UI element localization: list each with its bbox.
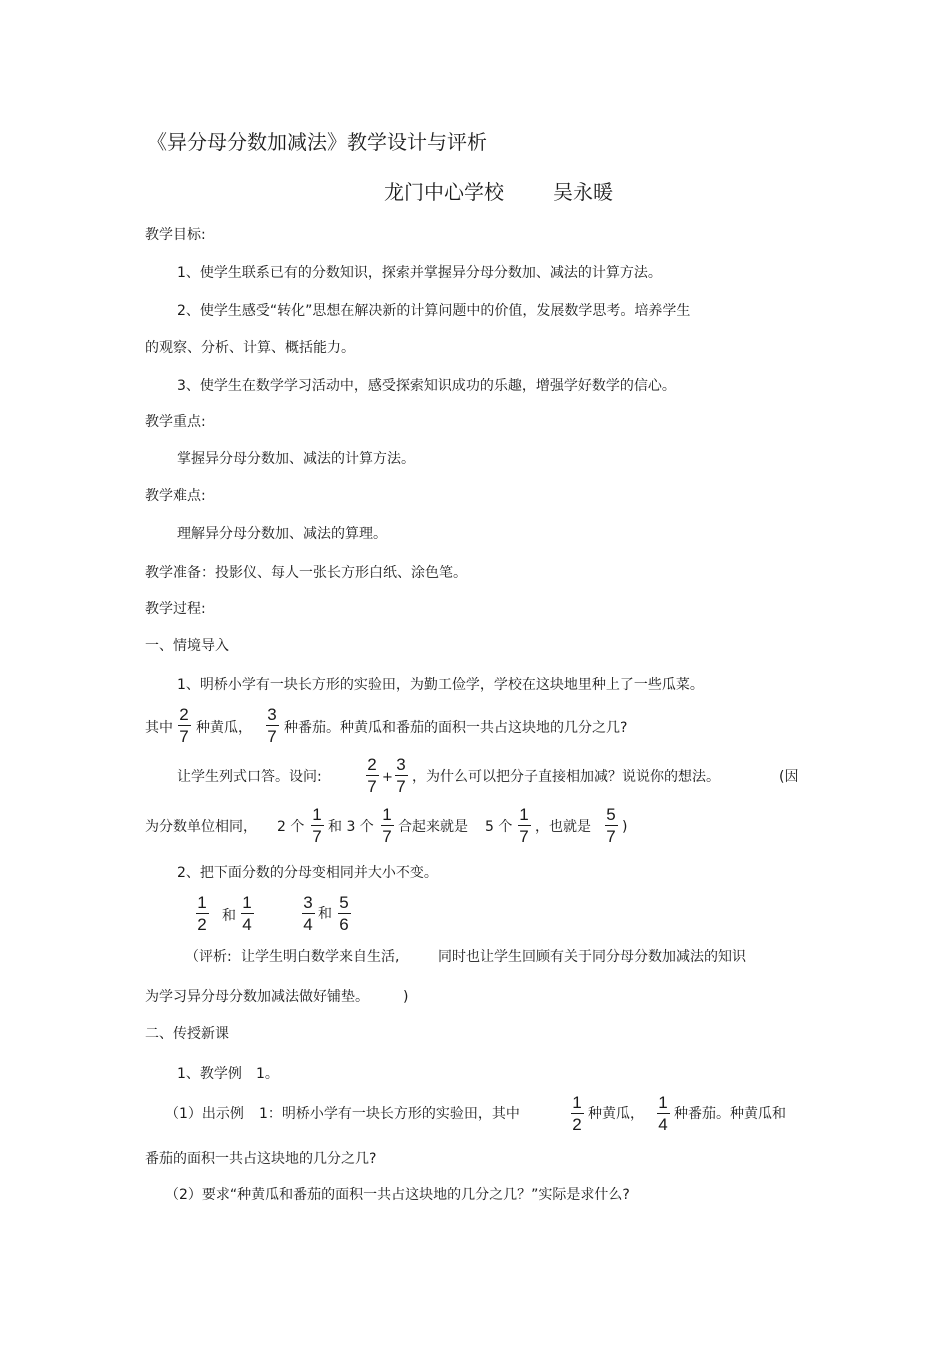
sub-1-a: 1、教学例 [177,1066,242,1082]
ask-rest: ，为什么可以把分子直接相加减？说说你的想法。 [412,769,720,785]
ask-prefix: 让学生列式口答。设问: [177,769,322,785]
preparation-text: 教学准备：投影仪、每人一张长方形白纸、涂色笔。 [145,565,467,581]
fraction-numerator: 2 [367,755,377,774]
section-1-heading: 一、情境导入 [145,638,229,654]
explanation-b: 2 个 [277,819,305,835]
explanation-g: ) [622,819,628,835]
fraction-1-4 [656,1094,670,1134]
fraction-numerator: 1 [197,893,207,912]
objective-2-line-2: 的观察、分析、计算、概括能力。 [145,340,355,356]
fraction-numerator: 5 [606,805,616,824]
fraction-denominator: 7 [312,827,322,846]
fraction-3-7 [265,706,279,746]
question-rest: 种番茄。种黄瓜和番茄的面积一共占这块地的几分之几? [284,720,628,736]
fraction-denominator: 4 [242,915,252,934]
fraction-2-7 [177,706,191,746]
fraction-denominator: 4 [303,915,313,934]
comment-d: 为学习异分母分数加减法做好铺垫。 [145,989,369,1005]
example-e: 番茄的面积一共占这块地的几分之几? [145,1151,377,1167]
fraction-numerator: 3 [303,893,313,912]
comment-c: 同时也让学生回顾有关于同分母分数加减法的知识 [438,949,746,965]
fraction-1-7 [380,806,394,846]
fraction-denominator: 4 [658,1115,668,1134]
ask-paren: (因 [779,769,799,785]
fraction-1-4 [240,894,254,934]
comment-a: （评析: [185,949,232,965]
fraction-denominator: 6 [339,915,349,934]
pair-2-and: 和 [318,906,332,922]
fraction-numerator: 5 [339,893,349,912]
fraction-numerator: 3 [267,705,277,724]
key-point-text: 掌握异分母分数加、减法的计算方法。 [177,451,415,467]
comment-b: 让学生明白数学来自生活, [241,949,400,965]
question-prefix: 其中 [145,720,173,736]
objective-1: 1、使学生联系已有的分数知识，探索并掌握异分母分数加、减法的计算方法。 [177,265,662,281]
objective-3: 3、使学生在数学学习活动中，感受探索知识成功的乐趣，增强学好数学的信心。 [177,378,676,394]
fraction-denominator: 7 [606,827,616,846]
fraction-denominator: 2 [572,1115,582,1134]
fraction-denominator: 2 [197,915,207,934]
fraction-denominator: 7 [396,777,406,796]
difficulty-text: 理解异分母分数加、减法的算理。 [177,526,387,542]
fraction-numerator: 1 [572,1093,582,1112]
explanation-c: 和 3 个 [328,819,374,835]
fraction-3-7 [394,756,408,796]
question-cucumber: 种黄瓜， [196,720,252,736]
explanation-f: ，也就是 [535,819,591,835]
difficulty-heading: 教学难点: [145,488,206,504]
document-title: 《异分母分数加减法》教学设计与评析 [147,130,487,154]
school-name: 龙门中心学校 [384,180,504,204]
fraction-5-6 [337,894,351,934]
fraction-1-7 [517,806,531,846]
fraction-2-7 [365,756,379,796]
author-name: 吴永暖 [553,180,613,204]
fraction-1-2 [570,1094,584,1134]
explanation-a: 为分数单位相同， [145,819,257,835]
fraction-numerator: 1 [519,805,529,824]
section-1-paragraph-1: 1、明桥小学有一块长方形的实验田，为勤工俭学，学校在这块地里种上了一些瓜菜。 [177,677,704,693]
section-1-paragraph-2: 2、把下面分数的分母变相同并大小不变。 [177,865,438,881]
example-d: 种番茄。种黄瓜和 [674,1106,786,1122]
section-2-heading: 二、传授新课 [145,1026,229,1042]
fraction-numerator: 1 [312,805,322,824]
fraction-3-4 [301,894,315,934]
fraction-1-7 [310,806,324,846]
process-heading: 教学过程: [145,601,206,617]
fraction-numerator: 3 [396,755,406,774]
explanation-e: 5 个 [485,819,513,835]
example-c: 种黄瓜， [588,1106,644,1122]
example-b: 1：明桥小学有一块长方形的实验田，其中 [259,1106,520,1122]
explanation-d: 合起来就是 [398,819,468,835]
objectives-heading: 教学目标: [145,227,206,243]
fraction-denominator: 7 [519,827,529,846]
objective-2-line-1: 2、使学生感受“转化”思想在解决新的计算问题中的价值，发展数学思考。培养学生 [177,303,691,319]
fraction-denominator: 7 [382,827,392,846]
question-2: （2）要求“种黄瓜和番茄的面积一共占这块地的几分之几？”实际是求什么? [165,1187,630,1203]
plus-sign: + [382,770,393,785]
fraction-numerator: 1 [658,1093,668,1112]
comment-e: ) [403,989,409,1005]
fraction-denominator: 7 [367,777,377,796]
sub-1-b: 1。 [256,1066,279,1082]
example-a: （1）出示例 [165,1106,244,1122]
fraction-numerator: 1 [242,893,252,912]
fraction-denominator: 7 [179,727,189,746]
pair-1-and: 和 [222,908,236,924]
key-point-heading: 教学重点: [145,414,206,430]
fraction-numerator: 2 [179,705,189,724]
fraction-denominator: 7 [267,727,277,746]
fraction-5-7 [604,806,618,846]
fraction-numerator: 1 [382,805,392,824]
fraction-1-2 [195,894,209,934]
